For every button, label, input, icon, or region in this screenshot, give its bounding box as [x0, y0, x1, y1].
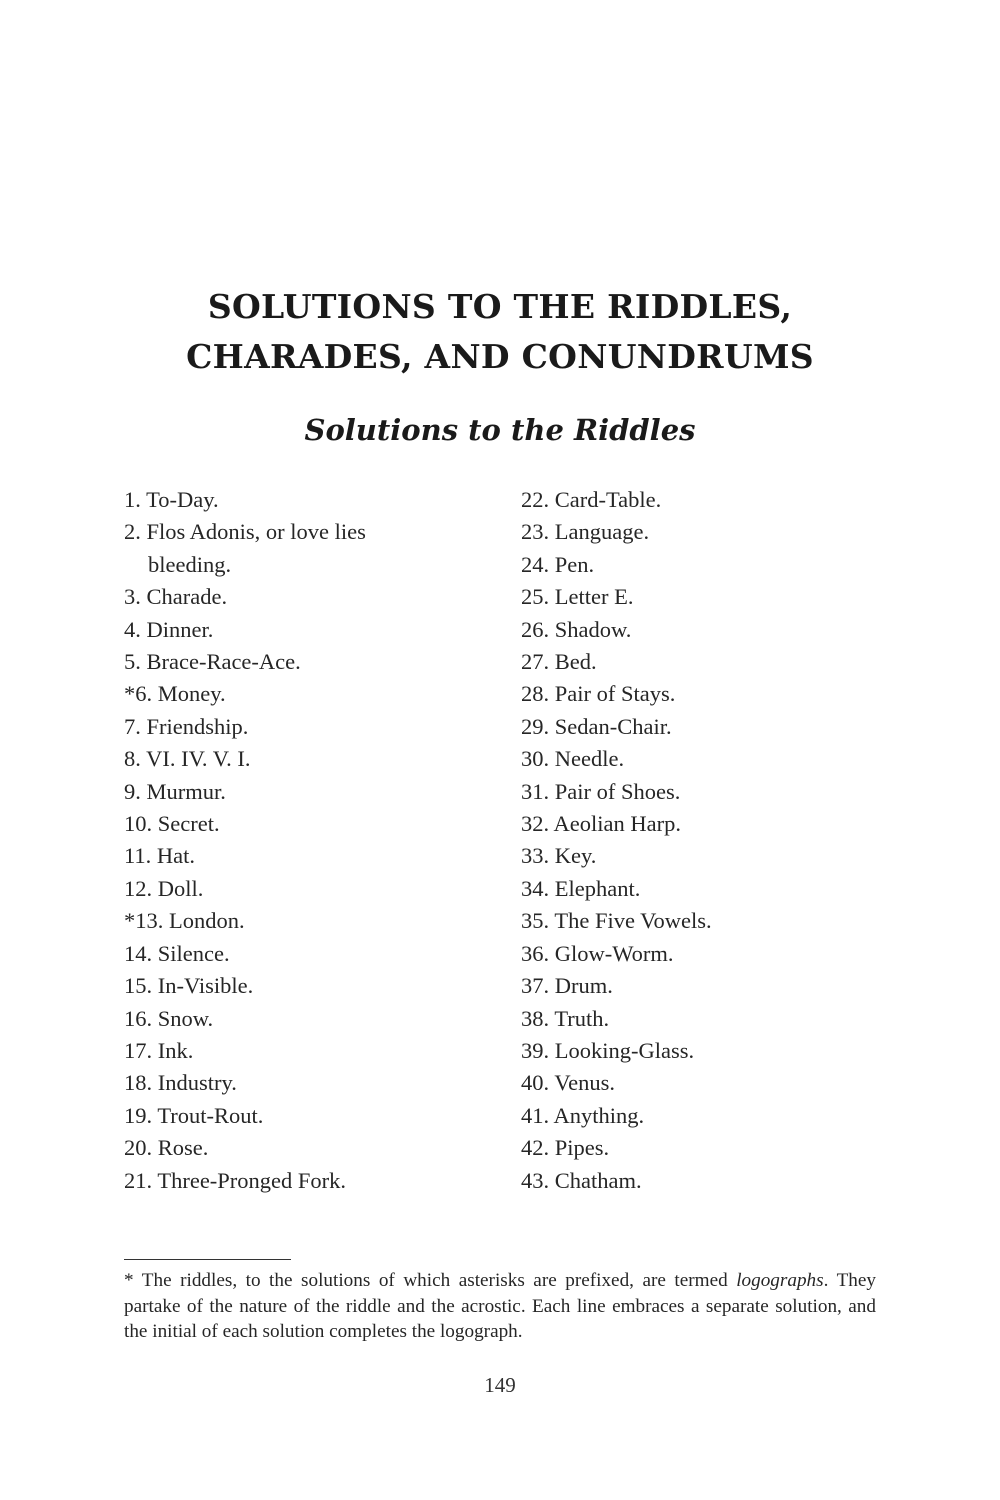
list-item: 5. Brace-Race-Ace.	[124, 649, 301, 675]
list-item: 14. Silence.	[124, 940, 230, 966]
list-item: 39. Looking-Glass.	[521, 1037, 695, 1063]
list-item: 11. Hat.	[124, 843, 196, 869]
list-item: 20. Rose.	[124, 1135, 209, 1161]
list-item: 16. Snow.	[124, 1005, 214, 1031]
list-item: 18. Industry.	[124, 1070, 237, 1096]
list-item: 37. Drum.	[521, 973, 613, 999]
list-item: 34. Elephant.	[521, 875, 641, 901]
list-item: 1. To-Day.	[124, 487, 219, 512]
list-item: 26. Shadow.	[521, 616, 632, 642]
list-item: 3. Charade.	[124, 584, 228, 610]
list-item: 25. Letter E.	[521, 584, 634, 610]
list-item: 21. Three-Pronged Fork.	[124, 1167, 347, 1193]
footnote-text-start: * The riddles, to the solutions of which asterisks are prefixed, are termed	[124, 1270, 737, 1291]
list-item: 4. Dinner.	[124, 616, 214, 642]
page-number: 149	[484, 1373, 516, 1397]
list-item: 9. Murmur.	[124, 778, 226, 804]
list-item: 23. Language.	[521, 519, 650, 545]
list-item: 35. The Five Vowels.	[521, 908, 712, 934]
title-line: SOLUTIONS TO THE RIDDLES,	[207, 287, 793, 326]
list-item: 40. Venus.	[521, 1070, 615, 1096]
footnote-divider	[124, 1259, 291, 1260]
page-title	[0, 282, 1000, 382]
list-item: 31. Pair of Shoes.	[521, 778, 681, 804]
list-item: 8. VI. IV. V. I.	[124, 746, 251, 772]
list-item: 28. Pair of Stays.	[521, 681, 676, 707]
list-item: 10. Secret.	[124, 811, 220, 837]
list-item: *6. Money.	[124, 681, 226, 707]
list-item: 24. Pen.	[521, 551, 595, 577]
list-item: 33. Key.	[521, 843, 597, 869]
list-item: 41. Anything.	[521, 1102, 645, 1128]
list-item: 42. Pipes.	[521, 1135, 610, 1161]
footnote-text-end: . They partake of the nature of the riddle and the acrostic. Each line embraces a separate solution, and the initial of each solution completes the logograph.	[124, 1270, 876, 1342]
solutions-list-right	[521, 484, 861, 1197]
solutions-list-left	[124, 484, 464, 1197]
list-item: 27. Bed.	[521, 649, 597, 675]
list-item: 32. Aeolian Harp.	[521, 811, 681, 837]
list-item: 38. Truth.	[521, 1005, 610, 1031]
list-item: *13. London.	[124, 908, 245, 934]
list-item: 12. Doll.	[124, 875, 204, 901]
list-item: 19. Trout-Rout.	[124, 1102, 264, 1128]
list-item: 36. Glow-Worm.	[521, 940, 674, 966]
list-item: 15. In-Visible.	[124, 973, 254, 999]
list-item: 22. Card-Table.	[521, 487, 662, 512]
list-item: 17. Ink.	[124, 1037, 194, 1063]
list-item: 7. Friendship.	[124, 713, 249, 739]
list-item: 2. Flos Adonis, or love lies bleeding.	[124, 519, 366, 577]
list-item: 30. Needle.	[521, 746, 625, 772]
section-subtitle: Solutions to the Riddles	[304, 413, 696, 447]
list-item: 29. Sedan-Chair.	[521, 713, 672, 739]
footnote-term: logographs	[736, 1270, 824, 1291]
footnote	[124, 1268, 876, 1345]
list-item: 43. Chatham.	[521, 1167, 642, 1193]
title-line: CHARADES, AND CONUNDRUMS	[186, 337, 814, 376]
